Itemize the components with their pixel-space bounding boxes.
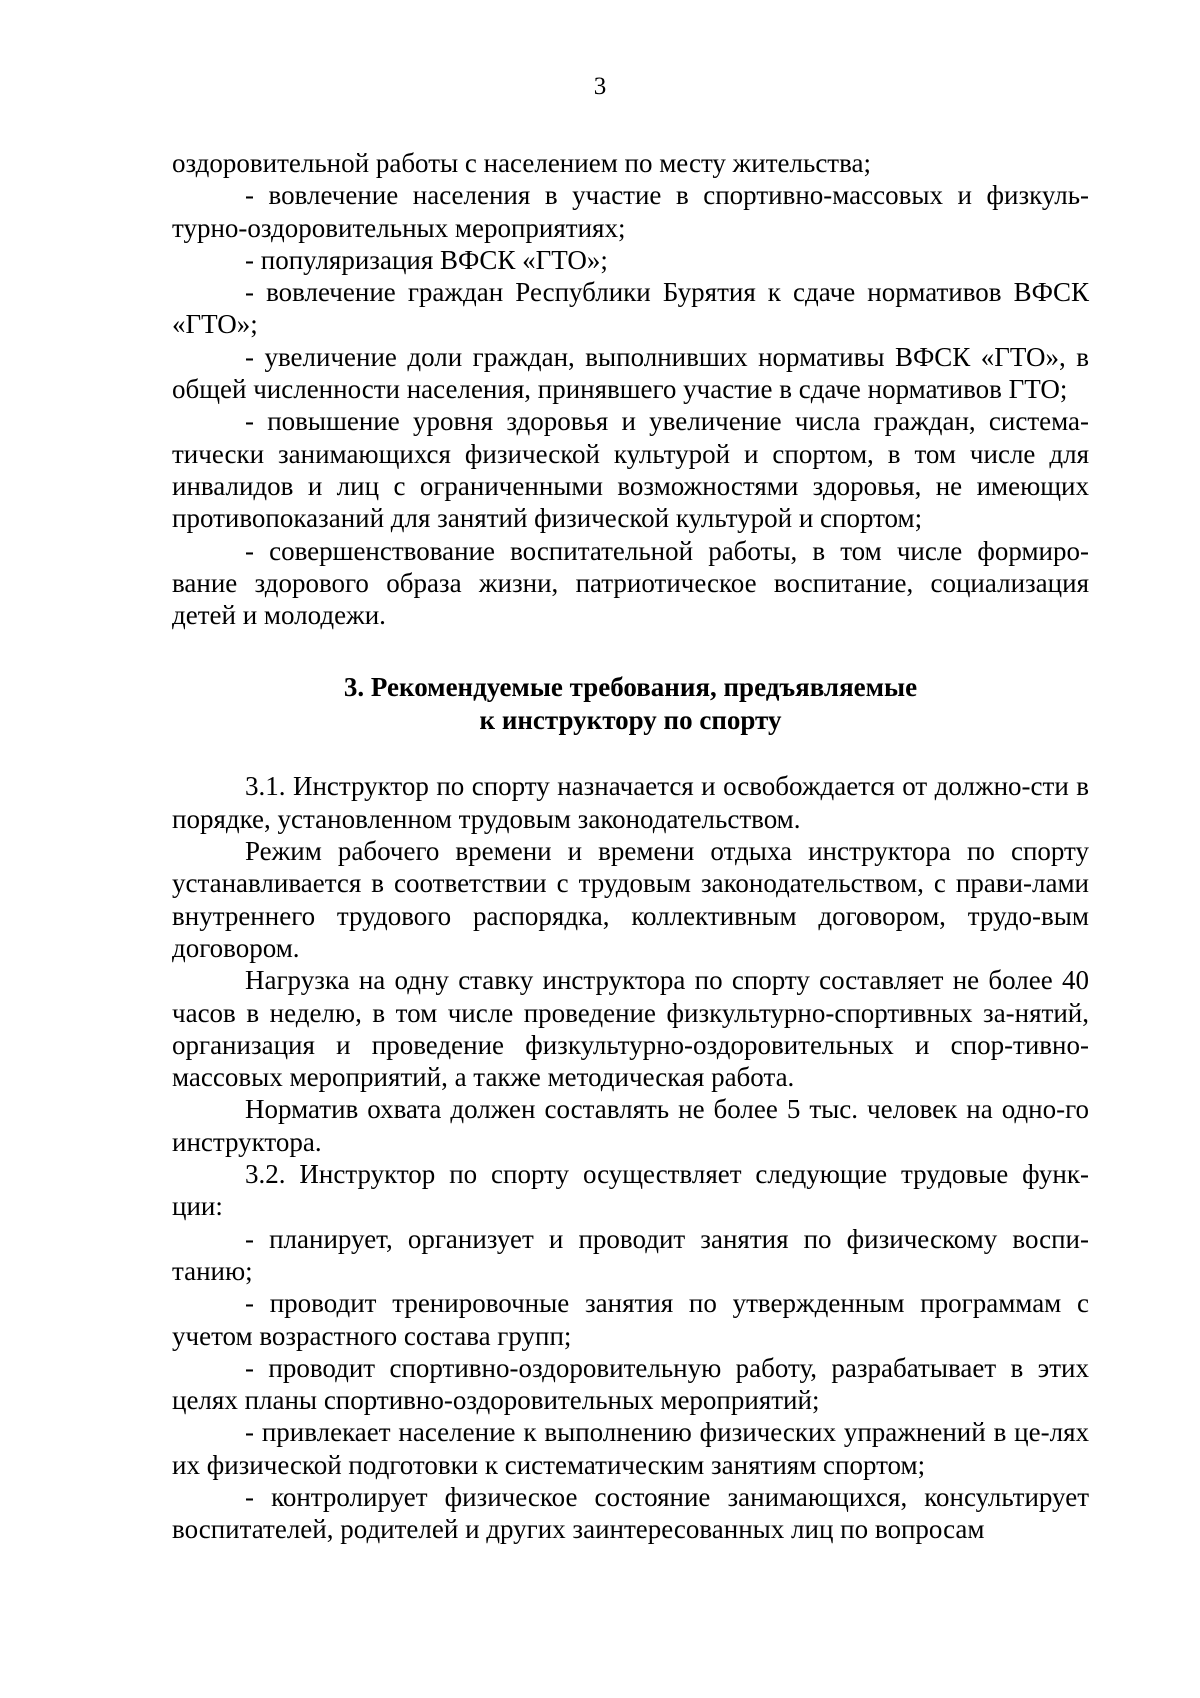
- paragraph-appointment: 3.1. Инструктор по спорту назначается и освобождается от должно-сти в порядке, установленном трудовым законодательством.: [172, 771, 1089, 834]
- goal-item: - повышение уровня здоровья и увеличение числа граждан, система-тически занимающихся физической культурой и спортом, в том числе для инвалидов и лиц с ограниченными возможностями здоровья, не имеющих противопоказаний для занятий физической культурой и спортом;: [172, 406, 1089, 534]
- paragraph-coverage-norm: Норматив охвата должен составлять не более 5 тыс. человек на одно-го инструктора.: [172, 1094, 1089, 1157]
- intro-continuation: оздоровительной работы с населением по месту жительства;: [172, 148, 871, 178]
- section-heading-line-1: 3. Рекомендуемые требования, предъявляемые: [343, 672, 918, 703]
- section-heading-line-2: к инструктору по спорту: [479, 705, 782, 736]
- goal-item: - совершенствование воспитательной работы, в том числе формиро-вание здорового образа жизни, патриотическое воспитание, социализация детей и молодежи.: [172, 535, 1089, 631]
- goal-item: - вовлечение граждан Республики Бурятия к сдаче нормативов ВФСК «ГТО»;: [172, 277, 1089, 340]
- section-heading: [172, 671, 1089, 737]
- paragraph-workload: Нагрузка на одну ставку инструктора по спорту составляет не более 40 часов в неделю, в том числе проведение физкультурно-спортивных за-нятий, организация и проведение физкультурно-оздоровительных и спор-тивно-массовых мероприятий, а также методическая работа.: [172, 965, 1089, 1093]
- goal-item: - популяризация ВФСК «ГТО»;: [245, 244, 608, 275]
- function-item: - планирует, организует и проводит занятия по физическому воспи-танию;: [172, 1223, 1089, 1286]
- goal-item: - вовлечение населения в участие в спортивно-массовых и физкуль-турно-оздоровительных мероприятиях;: [172, 180, 1089, 243]
- function-item: - привлекает население к выполнению физических упражнений в це-лях их физической подготовки к систематическим занятиям спортом;: [172, 1417, 1089, 1480]
- function-item: - контролирует физическое состояние занимающихся, консультирует воспитателей, родителей и других заинтересованных лиц по вопросам: [172, 1481, 1089, 1545]
- document-body: [172, 147, 1089, 1546]
- function-item: - проводит тренировочные занятия по утвержденным программам с учетом возрастного состава групп;: [172, 1288, 1089, 1351]
- goal-item: - увеличение доли граждан, выполнивших нормативы ВФСК «ГТО», в общей численности населения, принявшего участие в сдаче нормативов ГТО;: [172, 341, 1089, 405]
- paragraph-functions-intro: 3.2. Инструктор по спорту осуществляет следующие трудовые функ-ции:: [172, 1159, 1089, 1222]
- paragraph-work-schedule: Режим рабочего времени и времени отдыха инструктора по спорту устанавливается в соответствии с трудовым законодательством, с прави-лами внутреннего трудового распорядка, коллективным договором, трудо-вым договором.: [172, 836, 1089, 963]
- function-item: - проводит спортивно-оздоровительную работу, разрабатывает в этих целях планы спортивно-оздоровительных мероприятий;: [172, 1352, 1089, 1416]
- page-number: 3: [593, 73, 607, 100]
